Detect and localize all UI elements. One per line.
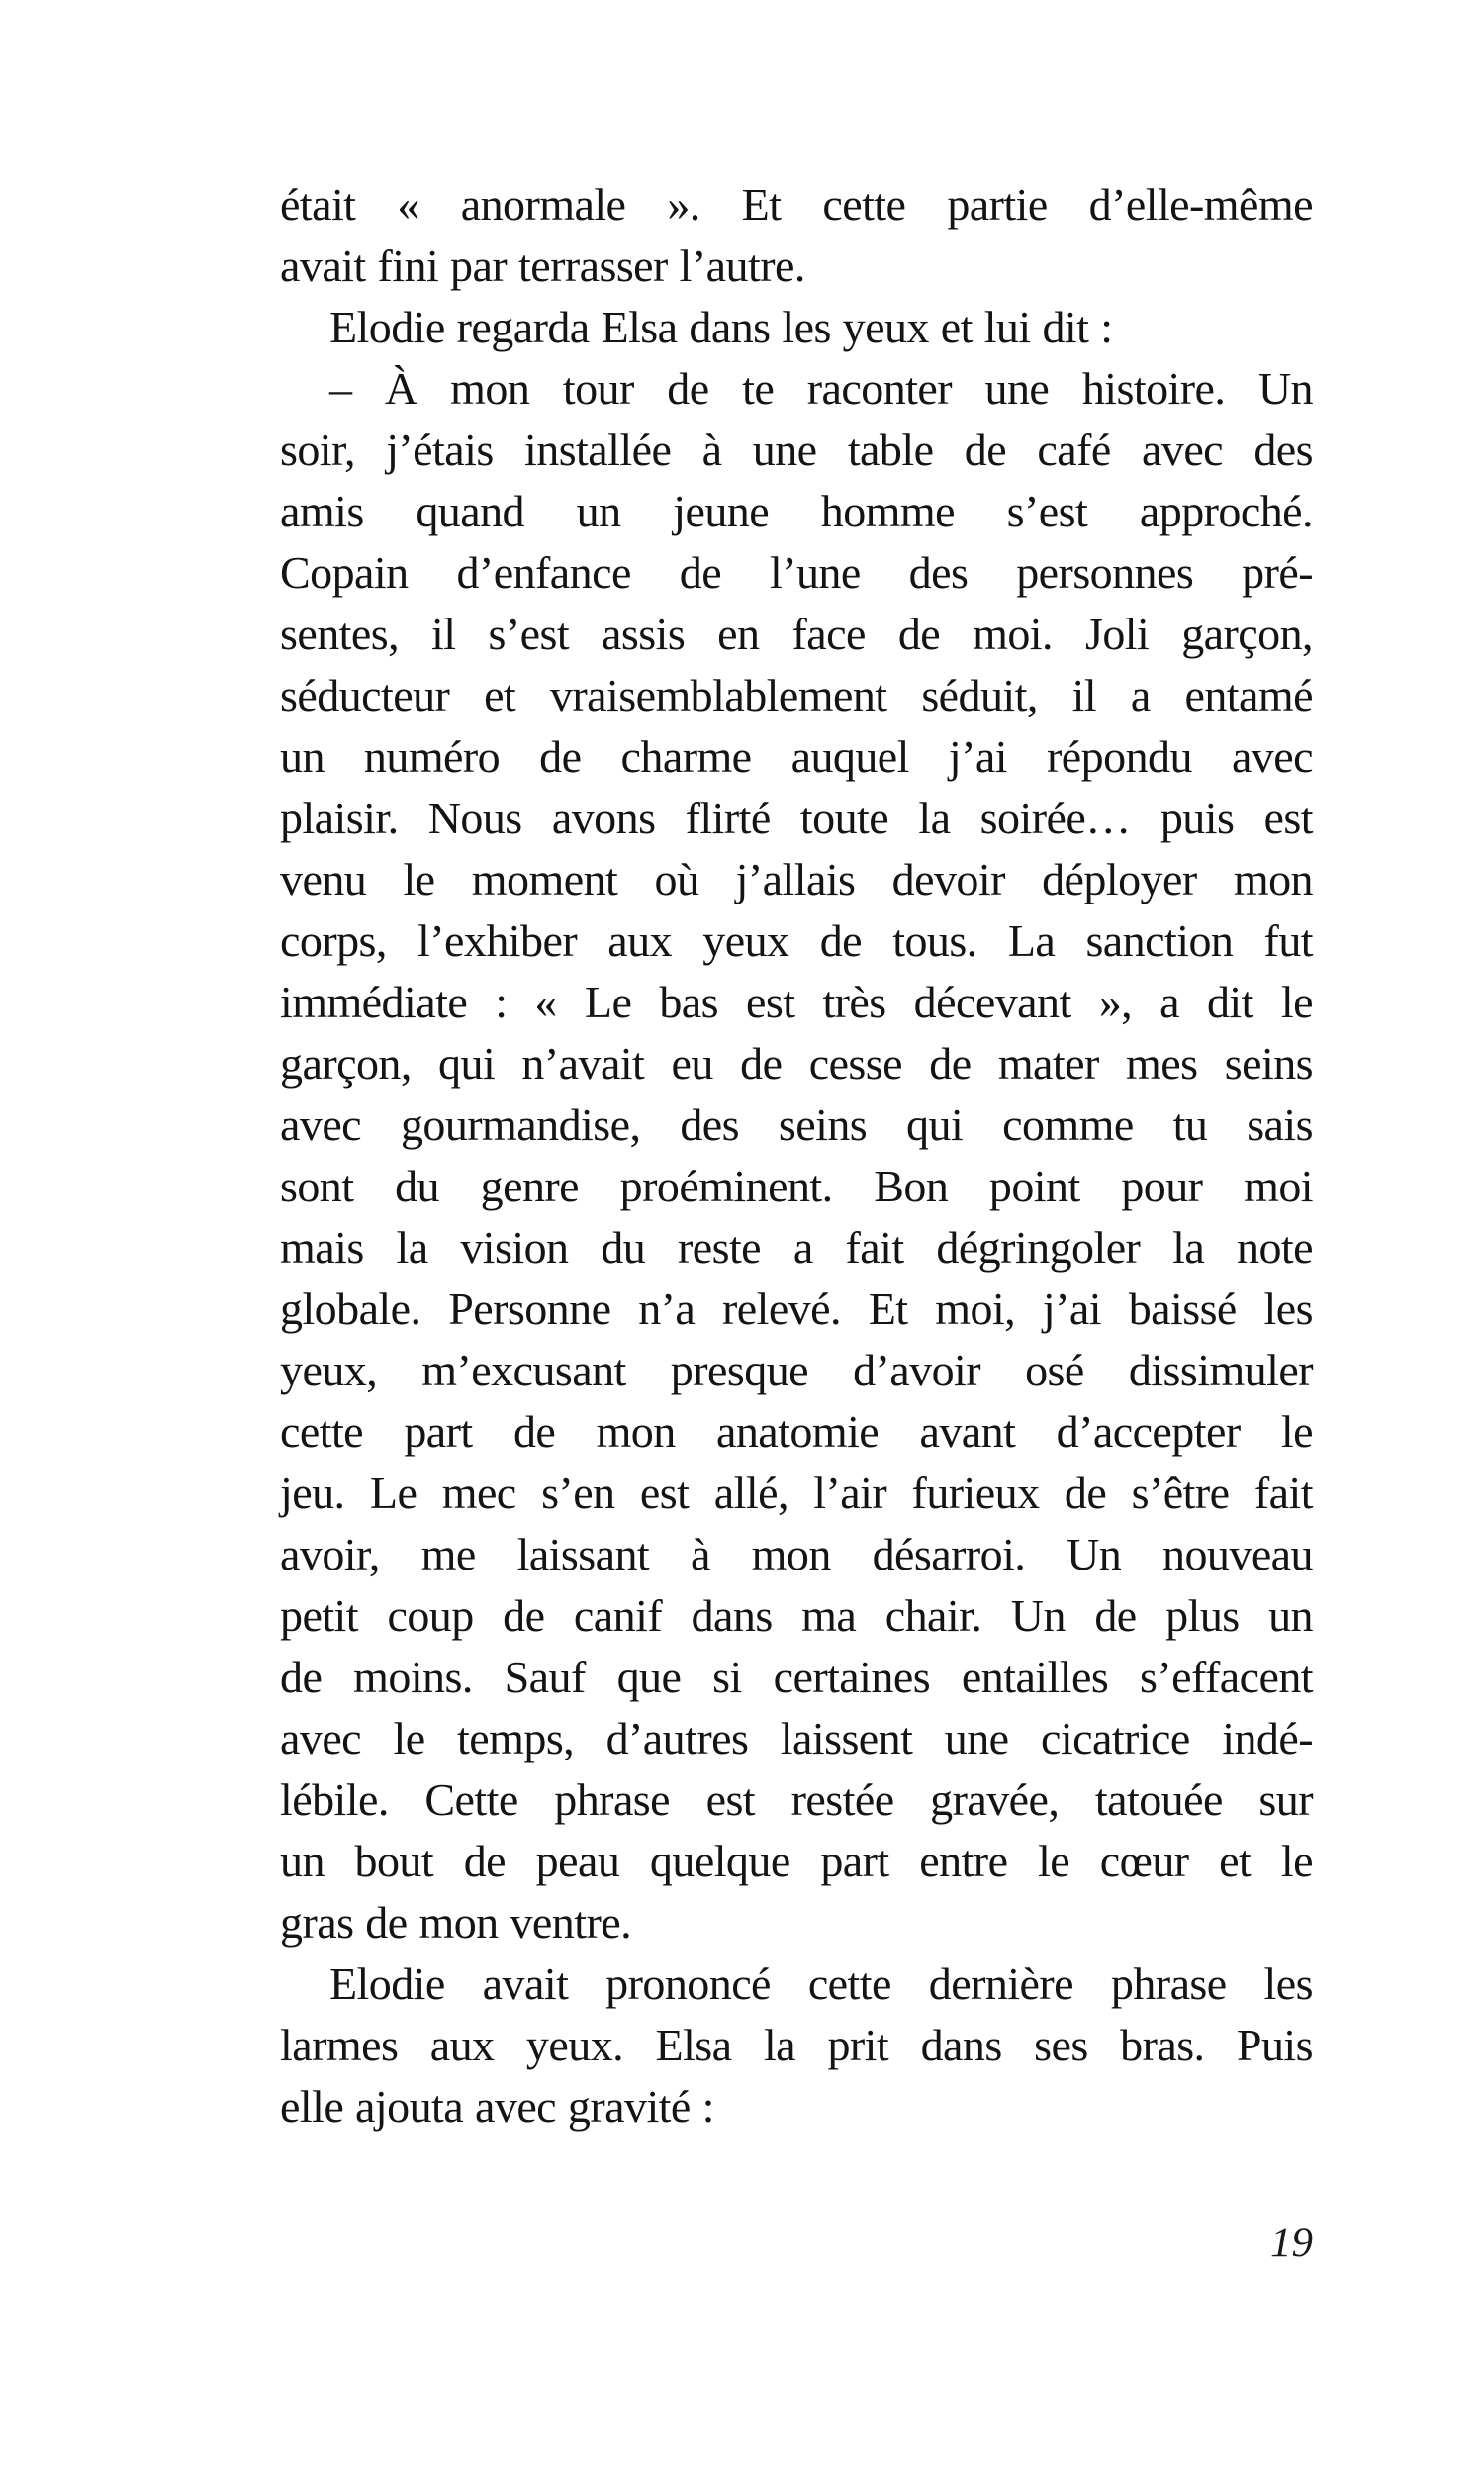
text-line: avoir, me laissant à mon désarroi. Un nouveau [280, 1529, 1313, 1579]
text-line: garçon, qui n’avait eu de cesse de mater mes seins [280, 1038, 1313, 1089]
text-line: yeux, m’excusant presque d’avoir osé dissimuler [280, 1345, 1313, 1395]
text-line: Elodie regarda Elsa dans les yeux et lui dit : [329, 302, 1113, 352]
text-line: était « anormale ». Et cette partie d’elle-même [280, 179, 1313, 230]
text-line: petit coup de canif dans ma chair. Un de plus un [280, 1590, 1313, 1641]
page-number: 19 [1270, 2220, 1313, 2266]
text-line: soir, j’étais installée à une table de café avec des [280, 425, 1313, 475]
text-line: cette part de mon anatomie avant d’accepter le [280, 1406, 1313, 1457]
text-line: Elodie avait prononcé cette dernière phrase les [329, 1958, 1313, 2009]
text-line: de moins. Sauf que si certaines entailles s’effacent [280, 1652, 1313, 1702]
text-line: sentes, il s’est assis en face de moi. Joli garçon, [280, 609, 1313, 659]
text-line: larmes aux yeux. Elsa la prit dans ses bras. Puis [280, 2020, 1313, 2070]
text-line: plaisir. Nous avons flirté toute la soirée… puis est [280, 793, 1313, 843]
text-line: elle ajouta avec gravité : [280, 2081, 714, 2132]
text-line: un numéro de charme auquel j’ai répondu avec [280, 731, 1313, 782]
text-line: séducteur et vraisemblablement séduit, il a entamé [280, 670, 1313, 720]
page-text [280, 174, 1313, 2138]
text-line: avec gourmandise, des seins qui comme tu sais [280, 1099, 1313, 1150]
text-line: lébile. Cette phrase est restée gravée, tatouée sur [280, 1774, 1313, 1825]
text-line: avec le temps, d’autres laissent une cicatrice indé- [280, 1713, 1313, 1763]
text-line: mais la vision du reste a fait dégringoler la note [280, 1222, 1313, 1273]
text-line: – À mon tour de te raconter une histoire. Un [329, 363, 1313, 414]
text-line: corps, l’exhiber aux yeux de tous. La sanction fut [280, 915, 1313, 966]
text-line: sont du genre proéminent. Bon point pour moi [280, 1161, 1313, 1211]
text-line: gras de mon ventre. [280, 1897, 632, 1948]
text-line: amis quand un jeune homme s’est approché. [280, 486, 1313, 536]
text-line: globale. Personne n’a relevé. Et moi, j’ai baissé les [280, 1284, 1313, 1334]
text-line: avait fini par terrasser l’autre. [280, 240, 805, 291]
text-line: jeu. Le mec s’en est allé, l’air furieux de s’être fait [280, 1468, 1313, 1518]
text-line: un bout de peau quelque part entre le cœur et le [280, 1836, 1313, 1886]
text-line: venu le moment où j’allais devoir déployer mon [280, 854, 1313, 904]
text-line: Copain d’enfance de l’une des personnes pré- [280, 547, 1313, 598]
text-line: immédiate : « Le bas est très décevant », a dit le [280, 977, 1313, 1027]
